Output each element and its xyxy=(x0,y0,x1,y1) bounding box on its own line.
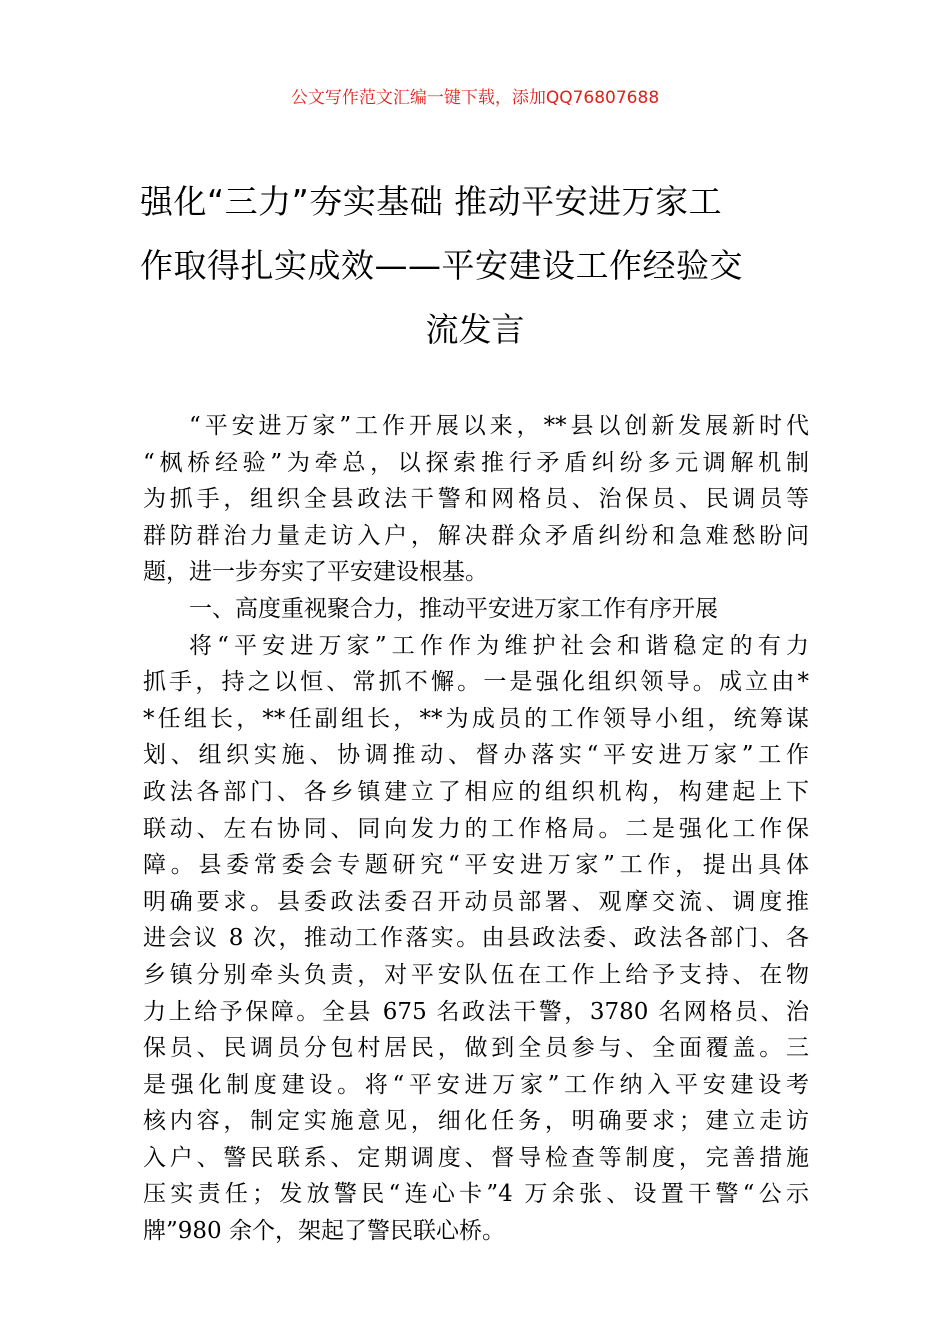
body-line: 抓手，持之以恒、常抓不懈。一是强化组织领导。成立由* xyxy=(143,669,809,696)
title-line-3: 流发言 xyxy=(425,310,525,349)
body-line: 力上给予保障。全县 675 名政法干警，3780 名网格员、治 xyxy=(143,998,809,1025)
body-line: 核内容，制定实施意见，细化任务，明确要求；建立走访 xyxy=(143,1108,809,1135)
document-title xyxy=(140,170,810,362)
body-line: 将“平安进万家”工作作为维护社会和谐稳定的有力 xyxy=(189,632,809,659)
body-line: 划、组织实施、协调推动、督办落实“平安进万家”工作 xyxy=(143,742,809,769)
body-line: 题，进一步夯实了平安建设根基。 xyxy=(143,559,488,586)
body-line: 是强化制度建设。将“平安进万家”工作纳入平安建设考 xyxy=(143,1071,809,1098)
body-line: 牌”980 余个，架起了警民联心桥。 xyxy=(143,1218,505,1245)
body-line: 群防群治力量走访入户，解决群众矛盾纠纷和急难愁盼问 xyxy=(143,522,809,549)
body-line: *任组长，**任副组长，**为成员的工作领导小组，统筹谋 xyxy=(143,705,809,732)
body-line: 障。县委常委会专题研究“平安进万家”工作，提出具体 xyxy=(143,852,809,879)
body-line: 压实责任；发放警民“连心卡”4 万余张、设置干警“公示 xyxy=(143,1181,809,1208)
body-line: 保员、民调员分包村居民，做到全员参与、全面覆盖。三 xyxy=(143,1035,809,1062)
download-banner: 公文写作范文汇编一键下载，添加QQ76807688 xyxy=(290,88,660,108)
body-line: 入户、警民联系、定期调度、督导检查等制度，完善措施 xyxy=(143,1144,809,1171)
body-line: 乡镇分别牵头负责，对平安队伍在工作上给予支持、在物 xyxy=(143,961,809,988)
title-line-1: 强化“三力”夯实基础 推动平安进万家工 xyxy=(140,182,723,221)
body-line: 进会议 8 次，推动工作落实。由县政法委、政法各部门、各 xyxy=(143,925,809,952)
body-line: “平安进万家”工作开展以来，**县以创新发展新时代 xyxy=(189,413,809,439)
title-line-2: 作取得扎实成效——平安建设工作经验交 xyxy=(140,246,743,285)
body-line: 联动、左右协同、同向发力的工作格局。二是强化工作保 xyxy=(143,815,809,842)
body-line: “枫桥经验”为牵总，以探索推行矛盾纠纷多元调解机制 xyxy=(143,449,809,476)
section-heading-1: 一、高度重视聚合力，推动平安进万家工作有序开展 xyxy=(189,595,718,622)
body-line: 为抓手，组织全县政法干警和网格员、治保员、民调员等 xyxy=(143,486,809,513)
body-line: 政法各部门、各乡镇建立了相应的组织机构，构建起上下 xyxy=(143,778,809,805)
body-line: 明确要求。县委政法委召开动员部署、观摩交流、调度推 xyxy=(143,888,809,915)
document-body xyxy=(143,408,809,1250)
